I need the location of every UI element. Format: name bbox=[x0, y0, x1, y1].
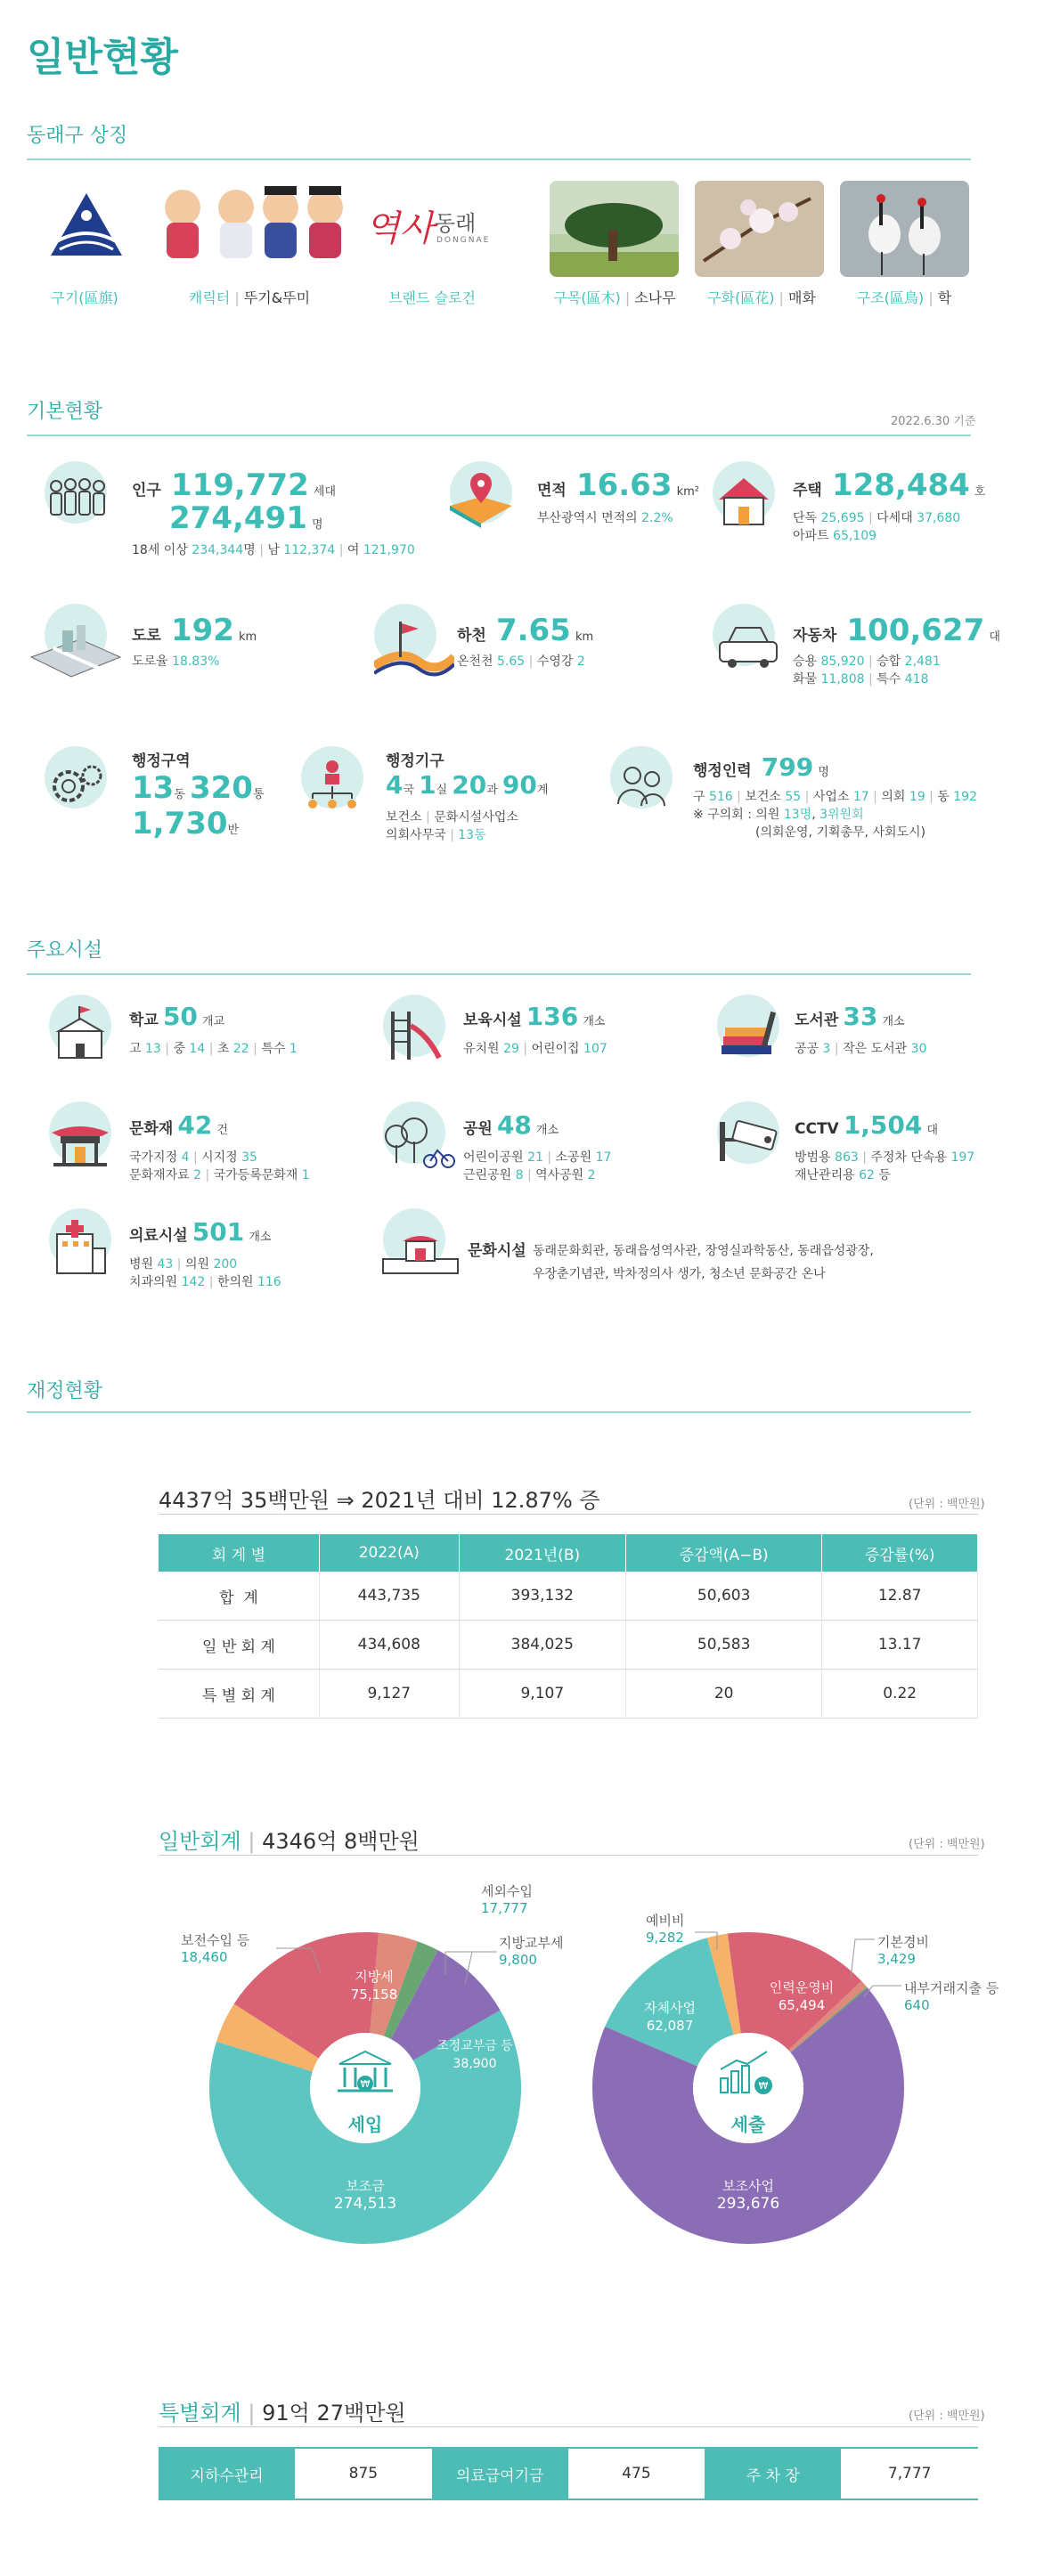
table-cell: 384,025 bbox=[459, 1621, 625, 1670]
gear-icon bbox=[45, 746, 107, 809]
housing-block: 주택 128,484 호 bbox=[793, 467, 986, 503]
expense-center-label: 세출 bbox=[730, 2114, 766, 2135]
revenue-label-adjustment: 조정교부금 등 38,900 bbox=[436, 2039, 513, 2071]
table-cell: 7,777 bbox=[841, 2448, 978, 2499]
school-block: 학교 50 개교 bbox=[129, 1002, 225, 1031]
section-divider bbox=[27, 973, 971, 975]
school-icon bbox=[49, 995, 111, 1057]
table-header: 지하수관리 bbox=[159, 2448, 295, 2499]
symbols-section-title: 동래구 상징 bbox=[27, 125, 128, 147]
care-block: 보육시설 136 개소 bbox=[463, 1002, 606, 1031]
car-detail: 승용 85,920 | 승합 2,481 화물 11,808 | 특수 418 bbox=[793, 654, 941, 687]
table-cell: 875 bbox=[295, 2448, 431, 2499]
plum-blossom-photo bbox=[695, 181, 824, 277]
org-chart-icon bbox=[301, 746, 363, 809]
pine-tree-photo bbox=[550, 181, 679, 277]
table-header: 2022(A) bbox=[319, 1534, 459, 1572]
school-detail: 고 13 | 중 14 | 초 22 | 특수 1 bbox=[129, 1042, 298, 1056]
playground-icon bbox=[383, 995, 445, 1057]
table-cell: 특 별 회 계 bbox=[159, 1670, 319, 1719]
finance-unit: (단위 : 백만원) bbox=[909, 1498, 985, 1511]
section-divider bbox=[27, 435, 971, 436]
finance-section-title: 재정현황 bbox=[27, 1380, 103, 1402]
hospital-icon bbox=[49, 1208, 111, 1271]
river-icon bbox=[374, 604, 436, 666]
org-detail: 보건소 | 문화시설사업소 의회사무국 | 13동 bbox=[386, 810, 518, 842]
table-cell: 12.87 bbox=[822, 1572, 978, 1621]
care-detail: 유치원 29 | 어린이집 107 bbox=[463, 1042, 607, 1056]
district-label: 행정구역 bbox=[132, 752, 191, 770]
table-cell: 475 bbox=[568, 2448, 705, 2499]
table-row bbox=[159, 2448, 978, 2499]
culture-label: 문화시설 bbox=[468, 1242, 526, 1260]
population-block: 인구 119,772 세대 bbox=[132, 467, 337, 503]
table-cell: 434,608 bbox=[319, 1621, 459, 1670]
medical-detail: 병원 43 | 의원 200 치과의원 142 | 한의원 116 bbox=[129, 1257, 281, 1289]
table-header-row bbox=[159, 1534, 978, 1572]
table-cell: 0.22 bbox=[822, 1670, 978, 1719]
crane-bird-photo bbox=[840, 181, 969, 277]
road-icon bbox=[45, 604, 107, 666]
character-mascots-icon bbox=[147, 183, 352, 263]
district-ban: 1,730반 bbox=[132, 806, 240, 841]
library-detail: 공공 3 | 작은 도서관 30 bbox=[795, 1042, 927, 1056]
revenue-label-grant-tax: 지방교부세 9,800 bbox=[499, 1935, 564, 1968]
general-account-heading: 일반회계 | 4346억 8백만원 bbox=[159, 1829, 420, 1854]
symbol-caption-bird: 구조(區鳥) | 학 bbox=[856, 289, 952, 306]
table-row bbox=[159, 1621, 978, 1670]
table-row bbox=[159, 1572, 978, 1621]
park-detail: 어린이공원 21 | 소공원 17 근린공원 8 | 역사공원 2 bbox=[463, 1150, 612, 1182]
heritage-icon bbox=[49, 1101, 111, 1164]
special-unit: (단위 : 백만원) bbox=[909, 2409, 985, 2423]
table-header: 증감률(%) bbox=[822, 1534, 978, 1572]
library-books-icon bbox=[717, 995, 779, 1057]
brand-slogan-logo: 역사 동래 DONGNAE bbox=[365, 208, 491, 249]
revenue-label-local-tax: 지방세 75,158 bbox=[350, 1969, 398, 2003]
expense-label-basic-cost: 기본경비 3,429 bbox=[877, 1934, 929, 1967]
river-detail: 온천천 5.65 | 수영강 2 bbox=[457, 654, 585, 669]
table-cell: 20 bbox=[625, 1670, 821, 1719]
basis-date: 2022.6.30 기준 bbox=[891, 415, 976, 428]
revenue-leader-lines bbox=[232, 1941, 517, 1995]
section-divider bbox=[27, 158, 971, 160]
population-icon bbox=[45, 461, 107, 524]
divider bbox=[159, 1855, 978, 1856]
org-values: 4국 1실 20과 90계 bbox=[386, 770, 549, 800]
svg-text:₩: ₩ bbox=[360, 2078, 371, 2090]
district-flag-icon bbox=[46, 189, 126, 260]
staff-detail: 구 516 | 보건소 55 | 사업소 17 | 의회 19 | 동 192 ※ 구의회 : 의원 13명, 3위원회 (의회운영, 기획총무, 사회도시) bbox=[693, 790, 977, 840]
revenue-center-label: 세입 bbox=[347, 2114, 383, 2135]
cctv-block: CCTV 1,504 대 bbox=[795, 1110, 939, 1140]
basic-section-title: 기본현황 bbox=[27, 401, 103, 423]
cctv-detail: 방범용 863 | 주정차 단속용 197 재난관리용 62 등 bbox=[795, 1150, 975, 1182]
road-block: 도로 192 km bbox=[132, 613, 257, 648]
staff-block: 행정인력 799 명 bbox=[693, 752, 829, 782]
revenue-label-carryover: 보전수입 등 18,460 bbox=[181, 1932, 250, 1965]
staff-icon bbox=[610, 746, 673, 809]
growth-chart-icon bbox=[715, 2048, 781, 2101]
table-cell: 443,735 bbox=[319, 1572, 459, 1621]
table-header: 의료급여기금 bbox=[432, 2448, 568, 2499]
road-detail: 도로율 18.83% bbox=[132, 654, 220, 669]
expense-leader-lines bbox=[677, 1923, 909, 2012]
housing-detail: 단독 25,695 | 다세대 37,680 아파트 65,109 bbox=[793, 511, 961, 543]
page-title: 일반현황 bbox=[27, 35, 179, 80]
section-divider bbox=[27, 1411, 971, 1413]
area-note: 부산광역시 면적의 2.2% bbox=[537, 511, 673, 525]
expense-label-personnel: 인력운영비 65,494 bbox=[769, 1979, 835, 2013]
table-cell: 393,132 bbox=[459, 1572, 625, 1621]
facilities-section-title: 주요시설 bbox=[27, 939, 103, 962]
table-cell: 9,127 bbox=[319, 1670, 459, 1719]
population-persons: 274,491 명 bbox=[169, 500, 323, 536]
general-unit: (단위 : 백만원) bbox=[909, 1838, 985, 1851]
government-building-icon bbox=[332, 2048, 398, 2101]
svg-text:₩: ₩ bbox=[758, 2080, 769, 2092]
special-account-table bbox=[159, 2447, 978, 2500]
revenue-label-non-tax: 세외수입 17,777 bbox=[481, 1883, 533, 1916]
table-header: 2021년(B) bbox=[459, 1534, 625, 1572]
table-header: 증감액(A−B) bbox=[625, 1534, 821, 1572]
car-icon bbox=[713, 604, 775, 666]
medical-block: 의료시설 501 개소 bbox=[129, 1217, 272, 1247]
org-label: 행정기구 bbox=[386, 752, 444, 770]
river-block: 하천 7.65 km bbox=[457, 613, 594, 648]
table-header: 회 계 별 bbox=[159, 1534, 319, 1572]
table-row bbox=[159, 1670, 978, 1719]
park-icon bbox=[383, 1101, 445, 1164]
table-cell: 일 반 회 계 bbox=[159, 1621, 319, 1670]
table-cell: 13.17 bbox=[822, 1621, 978, 1670]
finance-table bbox=[159, 1534, 978, 1719]
library-block: 도서관 33 개소 bbox=[795, 1002, 905, 1031]
symbol-caption-flag: 구기(區旗) bbox=[51, 289, 118, 306]
heritage-block: 문화재 42 건 bbox=[129, 1110, 228, 1140]
table-cell: 50,583 bbox=[625, 1621, 821, 1670]
area-block: 면적 16.63 km² bbox=[537, 467, 699, 503]
car-block: 자동차 100,627 대 bbox=[793, 613, 1000, 648]
heritage-detail: 국가지정 4 | 시지정 35 문화재자료 2 | 국가등록문화재 1 bbox=[129, 1150, 310, 1182]
culture-gate-icon bbox=[383, 1208, 445, 1271]
special-account-heading: 특별회계 | 91억 27백만원 bbox=[159, 2401, 406, 2426]
revenue-label-subsidy: 보조금 274,513 bbox=[333, 2178, 397, 2213]
finance-headline: 4437억 35백만원 ⇒ 2021년 대비 12.87% 증 bbox=[159, 1488, 600, 1513]
expense-label-own-project: 자체사업 62,087 bbox=[644, 2000, 696, 2034]
divider bbox=[159, 2426, 978, 2427]
cctv-camera-icon bbox=[717, 1101, 779, 1164]
symbol-caption-tree: 구목(區木) | 소나무 bbox=[553, 289, 676, 306]
symbol-caption-slogan: 브랜드 슬로건 bbox=[388, 289, 476, 306]
population-detail: 18세 이상 234,344명 | 남 112,374 | 여 121,970 bbox=[132, 543, 415, 557]
area-map-icon bbox=[450, 461, 512, 524]
house-icon bbox=[713, 461, 775, 524]
table-cell: 50,603 bbox=[625, 1572, 821, 1621]
symbol-caption-character: 캐릭터 | 뚜기&뚜미 bbox=[188, 289, 311, 306]
table-cell: 합 계 bbox=[159, 1572, 319, 1621]
district-values: 13동 320통 bbox=[132, 770, 265, 806]
table-cell: 9,107 bbox=[459, 1670, 625, 1719]
table-header: 주 차 장 bbox=[705, 2448, 841, 2499]
park-block: 공원 48 개소 bbox=[463, 1110, 559, 1140]
expense-label-internal: 내부거래지출 등 640 bbox=[904, 1980, 999, 2013]
expense-label-reserve: 예비비 9,282 bbox=[646, 1913, 685, 1946]
expense-label-subsidy-project: 보조사업 293,676 bbox=[716, 2178, 780, 2213]
culture-detail: 동래문화회관, 동래읍성역사관, 장영실과학동산, 동래읍성광장, 우장춘기념관, 박차정의사 생가, 청소년 문화공간 온나 bbox=[533, 1244, 874, 1281]
symbol-caption-flower: 구화(區花) | 매화 bbox=[707, 289, 816, 306]
divider bbox=[159, 1514, 978, 1515]
